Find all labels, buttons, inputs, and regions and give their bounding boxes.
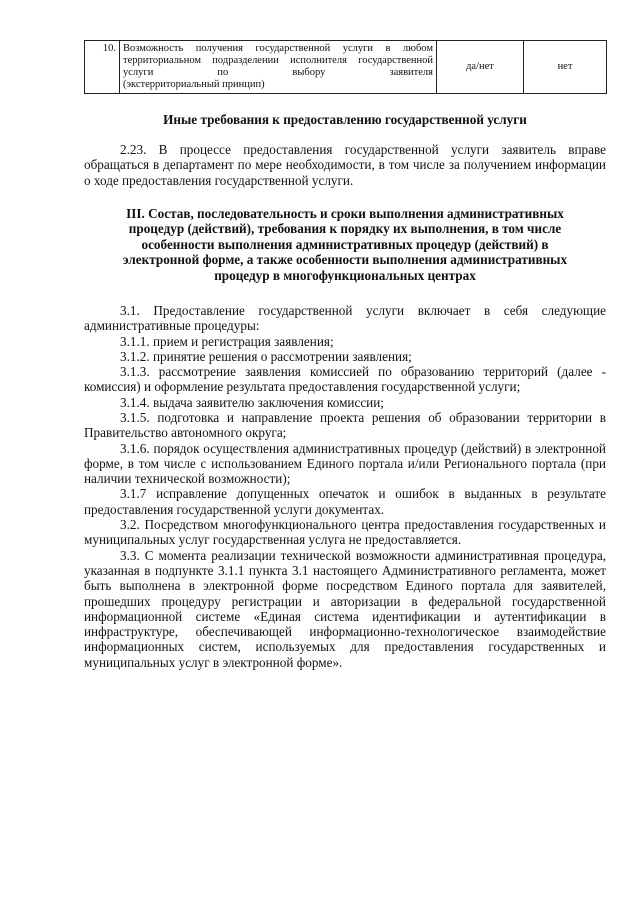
row-description-main: Возможность получения государственной услуги в любом территориальном подразделении исполнителя государственной услуги по выбору заявителя <box>123 43 433 78</box>
section-3-title: III. Состав, последовательность и сроки выполнения административных процедур (действий), требования к порядку их выполнения, в том числе особенности выполнения административных процедур (действий) в электронной форме, а также особенности выполнения административных процедур в многофункциональных центрах <box>122 205 568 283</box>
row-description-last: (экстерриториальный принцип) <box>123 79 265 90</box>
paragraph-2-23: 2.23. В процессе предоставления государственной услуги заявитель вправе обращаться в департамент по мере необходимости, в том числе за получением информации о ходе предоставления государственной услуги. <box>84 142 606 188</box>
paragraph-3-1: 3.1. Предоставление государственной услуги включает в себя следующие административные процедуры: <box>84 302 606 334</box>
list-item: 3.1.4. выдача заявителю заключения комиссии; <box>120 394 384 410</box>
list-item: 3.1.7 исправление допущенных опечаток и ошибок в выданных в результате предоставления государственной услуги документах. <box>84 486 606 517</box>
row-default: нет <box>524 41 607 94</box>
paragraph-3-3: 3.3. С момента реализации технической возможности административная процедура, указанная в подпункте 3.1.1 пункта 3.1 настоящего Административного регламента, может быть выполнена в электронной форме посредством Единого портала для заявителей, прошедших процедуру регистрации и авторизации в федеральной государственной информационной системе «Единая система идентификации и аутентификации в инфраструктуре, обеспечивающей информационно-технологическое взаимодействие информационных систем, используемых для предоставления государственных и муниципальных услуг в электронной форме». <box>84 547 606 670</box>
row-value: да/нет <box>437 41 524 94</box>
list-item: 3.1.6. порядок осуществления административных процедур (действий) в электронной форме, в том числе с использованием Единого портала и/или Регионального портала (при наличии технической возможности); <box>84 440 606 487</box>
row-description <box>120 41 437 94</box>
table-row <box>85 41 607 94</box>
requirements-table <box>84 40 607 94</box>
paragraph-3-2: 3.2. Посредством многофункционального центра предоставления государственных и муниципальных услуг государственная услуга не предоставляется. <box>84 517 606 548</box>
list-item: 3.1.2. принятие решения о рассмотрении заявления; <box>120 348 412 364</box>
row-number: 10. <box>85 41 120 94</box>
list-item: 3.1.3. рассмотрение заявления комиссией по образованию территорий (далее - комиссия) и оформление результата предоставления государственной услуги; <box>84 364 606 395</box>
list-item: 3.1.1. прием и регистрация заявления; <box>120 333 334 349</box>
list-item: 3.1.5. подготовка и направление проекта решения об образовании территории в Правительство автономного округа; <box>84 410 606 441</box>
heading-other-requirements: Иные требования к предоставлению государственной услуги <box>163 112 527 127</box>
